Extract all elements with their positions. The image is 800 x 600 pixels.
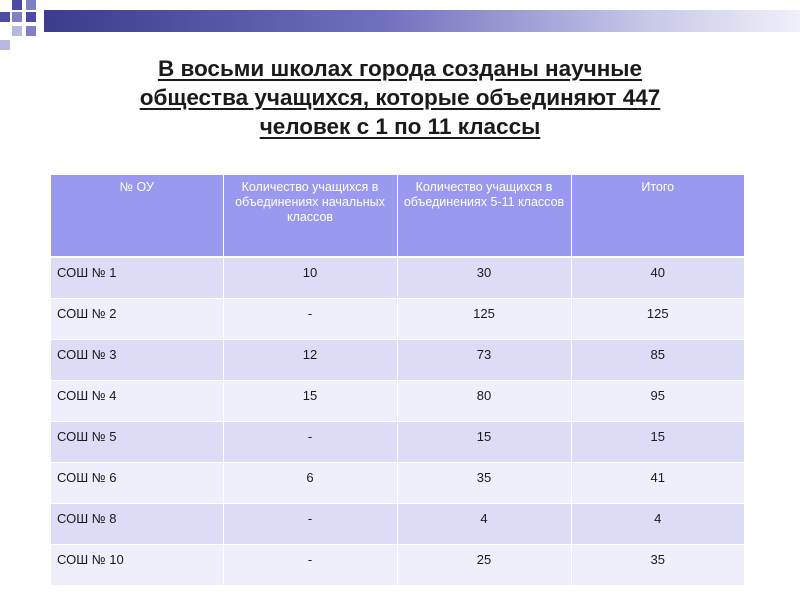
cell-school: СОШ № 3 (51, 339, 223, 380)
header-primary-count: Количество учащихся в объединениях начальных классов (223, 175, 397, 257)
table-row (51, 462, 744, 503)
decor-square (26, 26, 36, 36)
cell-secondary: 15 (397, 421, 571, 462)
cell-secondary: 25 (397, 544, 571, 585)
table-row (51, 421, 744, 462)
cell-school: СОШ № 4 (51, 380, 223, 421)
cell-school: СОШ № 5 (51, 421, 223, 462)
cell-school: СОШ № 10 (51, 544, 223, 585)
cell-school: СОШ № 6 (51, 462, 223, 503)
cell-school: СОШ № 8 (51, 503, 223, 544)
cell-secondary: 4 (397, 503, 571, 544)
cell-total: 95 (571, 380, 744, 421)
cell-school: СОШ № 1 (51, 257, 223, 298)
header-secondary-count: Количество учащихся в объединениях 5-11 классов (397, 175, 571, 257)
cell-secondary: 80 (397, 380, 571, 421)
cell-secondary: 125 (397, 298, 571, 339)
cell-primary: 6 (223, 462, 397, 503)
cell-primary: - (223, 544, 397, 585)
schools-table (51, 175, 744, 586)
cell-total: 85 (571, 339, 744, 380)
cell-total: 125 (571, 298, 744, 339)
table-row (51, 339, 744, 380)
cell-total: 35 (571, 544, 744, 585)
cell-primary: - (223, 298, 397, 339)
cell-primary: 15 (223, 380, 397, 421)
decor-square (26, 0, 36, 10)
decor-bar (44, 10, 800, 32)
table-row (51, 257, 744, 298)
cell-primary: 12 (223, 339, 397, 380)
decor-square (12, 0, 22, 10)
slide-title (40, 54, 760, 141)
cell-secondary: 35 (397, 462, 571, 503)
cell-total: 15 (571, 421, 744, 462)
cell-primary: 10 (223, 257, 397, 298)
cell-secondary: 30 (397, 257, 571, 298)
decor-square (26, 12, 36, 22)
cell-primary: - (223, 421, 397, 462)
cell-total: 40 (571, 257, 744, 298)
table-row (51, 298, 744, 339)
title-line: общества учащихся, которые объединяют 447 (139, 85, 661, 110)
header-school-number: № ОУ (51, 175, 223, 257)
cell-total: 4 (571, 503, 744, 544)
cell-secondary: 73 (397, 339, 571, 380)
cell-total: 41 (571, 462, 744, 503)
cell-primary: - (223, 503, 397, 544)
decor-square (12, 12, 22, 22)
title-line: В восьми школах города созданы научные (157, 56, 643, 81)
decor-square (0, 12, 10, 22)
decor-square (0, 40, 10, 50)
title-line: человек с 1 по 11 классы (259, 114, 541, 139)
table-row (51, 544, 744, 585)
table-header-row (51, 175, 744, 257)
cell-school: СОШ № 2 (51, 298, 223, 339)
table-row (51, 380, 744, 421)
header-total: Итого (571, 175, 744, 257)
decor-square (12, 26, 22, 36)
table-row (51, 503, 744, 544)
